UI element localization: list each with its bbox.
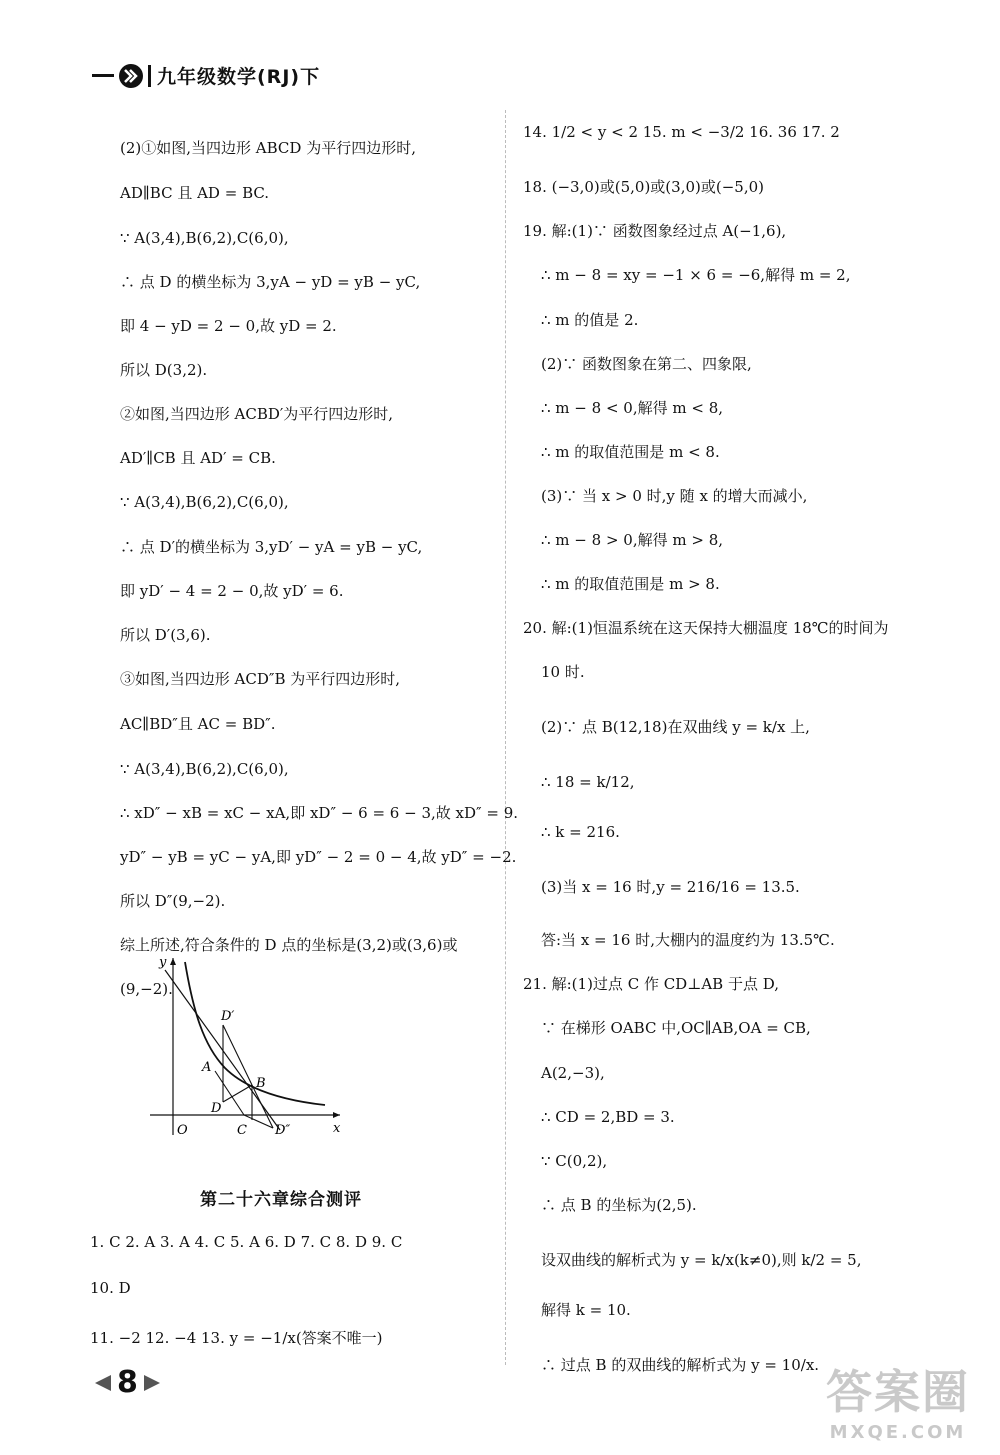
right-col-line: (2)∵ 函数图象在第二、四象限, — [541, 355, 752, 373]
right-col-line: ∴ m − 8 < 0,解得 m < 8, — [541, 399, 724, 417]
right-col-line: 14. 1/2 < y < 2 15. m < −3/2 16. 36 17. 2 — [523, 123, 840, 141]
watermark-main: 答案圈 — [826, 1365, 970, 1419]
right-col-line: ∵ C(0,2), — [541, 1152, 608, 1170]
left-col-line: yD″ − yB = yC − yA,即 yD″ − 2 = 0 − 4,故 yD″ = −2. — [120, 848, 517, 866]
header-title: 九年级数学(RJ)下 — [157, 66, 321, 88]
right-col-line: ∴ m − 8 > 0,解得 m > 8, — [541, 531, 724, 549]
right-col-line: ∴ m 的值是 2. — [541, 311, 639, 329]
left-col-line: 即 yD′ − 4 = 2 − 0,故 yD′ = 6. — [120, 582, 344, 600]
label-y: y — [159, 955, 167, 970]
answer-line: 1. C 2. A 3. A 4. C 5. A 6. D 7. C 8. D 9. C — [90, 1233, 403, 1251]
answer-line: 11. −2 12. −4 13. y = −1/x(答案不唯一) — [90, 1329, 383, 1347]
left-col-line: 所以 D′(3,6). — [120, 626, 211, 644]
hyperbola-figure — [145, 950, 355, 1140]
watermark — [826, 1356, 970, 1443]
page-footer — [93, 1365, 162, 1400]
left-col-line: (2)①如图,当四边形 ABCD 为平行四边形时, — [120, 139, 416, 157]
hyperbola-curve — [185, 962, 325, 1105]
left-col-line: 综上所述,符合条件的 D 点的坐标是(3,2)或(3,6)或 — [120, 936, 458, 954]
right-col-line: 19. 解:(1)∵ 函数图象经过点 A(−1,6), — [523, 222, 787, 240]
right-col-line: 20. 解:(1)恒温系统在这天保持大棚温度 18℃的时间为 — [523, 619, 889, 637]
left-col-line: ②如图,当四边形 ACBD′为平行四边形时, — [120, 405, 394, 423]
right-col-line: (3)当 x = 16 时,y = 216/16 = 13.5. — [541, 878, 800, 896]
right-col-line: ∴ m 的取值范围是 m > 8. — [541, 575, 720, 593]
left-col-line: ∵ A(3,4),B(6,2),C(6,0), — [120, 229, 289, 247]
segment-c-d2 — [244, 1115, 273, 1128]
column-divider — [505, 110, 506, 1365]
right-col-line: (2)∵ 点 B(12,18)在双曲线 y = k/x 上, — [541, 718, 810, 736]
right-col-line: ∴ CD = 2,BD = 3. — [541, 1108, 675, 1126]
right-col-line: 设双曲线的解析式为 y = k/x(k≠0),则 k/2 = 5, — [541, 1251, 862, 1269]
left-col-line: 所以 D(3,2). — [120, 361, 208, 379]
right-col-line: ∵ 在梯形 OABC 中,OC∥AB,OA = CB, — [541, 1019, 811, 1037]
label-c: C — [237, 1123, 247, 1138]
left-col-line: ∵ A(3,4),B(6,2),C(6,0), — [120, 760, 289, 778]
page-header — [92, 62, 320, 89]
label-o: O — [177, 1123, 188, 1138]
right-col-line: 解得 k = 10. — [541, 1301, 631, 1319]
right-triangle-icon — [142, 1373, 162, 1393]
double-chevron-logo-icon — [118, 63, 144, 89]
segment-d1-b — [223, 1025, 252, 1085]
label-b: B — [256, 1076, 266, 1091]
header-bar — [148, 65, 151, 87]
label-d-prime: D′ — [221, 1009, 235, 1024]
left-col-line: AC∥BD″且 AC = BD″. — [120, 715, 276, 733]
right-col-line: ∴ m 的取值范围是 m < 8. — [541, 443, 720, 461]
left-col-line: AD′∥CB 且 AD′ = CB. — [120, 449, 276, 467]
left-col-line: ∴ 点 D′的横坐标为 3,yD′ − yA = yB − yC, — [120, 538, 423, 556]
right-col-line: ∴ 过点 B 的双曲线的解析式为 y = 10/x. — [541, 1356, 820, 1374]
left-col-line: 即 4 − yD = 2 − 0,故 yD = 2. — [120, 317, 337, 335]
label-x: x — [333, 1121, 341, 1136]
right-col-line: 10 时. — [541, 663, 585, 681]
left-col-line: AD∥BC 且 AD = BC. — [120, 184, 270, 202]
label-d: D — [211, 1101, 222, 1116]
segment-d-b — [223, 1085, 252, 1102]
right-col-line: ∴ 18 = k/12, — [541, 773, 635, 791]
answer-line: 10. D — [90, 1279, 131, 1297]
y-axis-arrow — [170, 958, 176, 965]
left-col-line: ③如图,当四边形 ACD″B 为平行四边形时, — [120, 670, 401, 688]
right-col-line: 答:当 x = 16 时,大棚内的温度约为 13.5℃. — [541, 931, 835, 949]
left-col-line: ∴ xD″ − xB = xC − xA,即 xD″ − 6 = 6 − 3,故 xD″ = 9. — [120, 804, 519, 822]
right-col-line: ∴ m − 8 = xy = −1 × 6 = −6,解得 m = 2, — [541, 266, 851, 284]
right-col-line: ∴ 点 B 的坐标为(2,5). — [541, 1196, 697, 1214]
header-dash — [92, 74, 114, 77]
right-col-line: (3)∵ 当 x > 0 时,y 随 x 的增大而减小, — [541, 487, 808, 505]
left-col-line: 所以 D″(9,−2). — [120, 892, 226, 910]
right-col-line: 21. 解:(1)过点 C 作 CD⊥AB 于点 D, — [523, 975, 779, 993]
label-d-double-prime: D″ — [275, 1123, 291, 1138]
left-triangle-icon — [93, 1373, 113, 1393]
left-col-line: ∵ A(3,4),B(6,2),C(6,0), — [120, 493, 289, 511]
left-col-line: (9,−2). — [120, 980, 173, 998]
watermark-sub: MXQE.COM — [829, 1422, 967, 1443]
right-col-line: ∴ k = 216. — [541, 823, 620, 841]
left-col-line: ∴ 点 D 的横坐标为 3,yA − yD = yB − yC, — [120, 273, 421, 291]
right-col-line: 18. (−3,0)或(5,0)或(3,0)或(−5,0) — [523, 178, 764, 196]
page-number: 8 — [117, 1365, 138, 1400]
label-a: A — [202, 1060, 212, 1075]
x-axis-arrow — [333, 1112, 340, 1118]
right-col-line: A(2,−3), — [541, 1064, 605, 1082]
section-title: 第二十六章综合测评 — [200, 1190, 362, 1210]
